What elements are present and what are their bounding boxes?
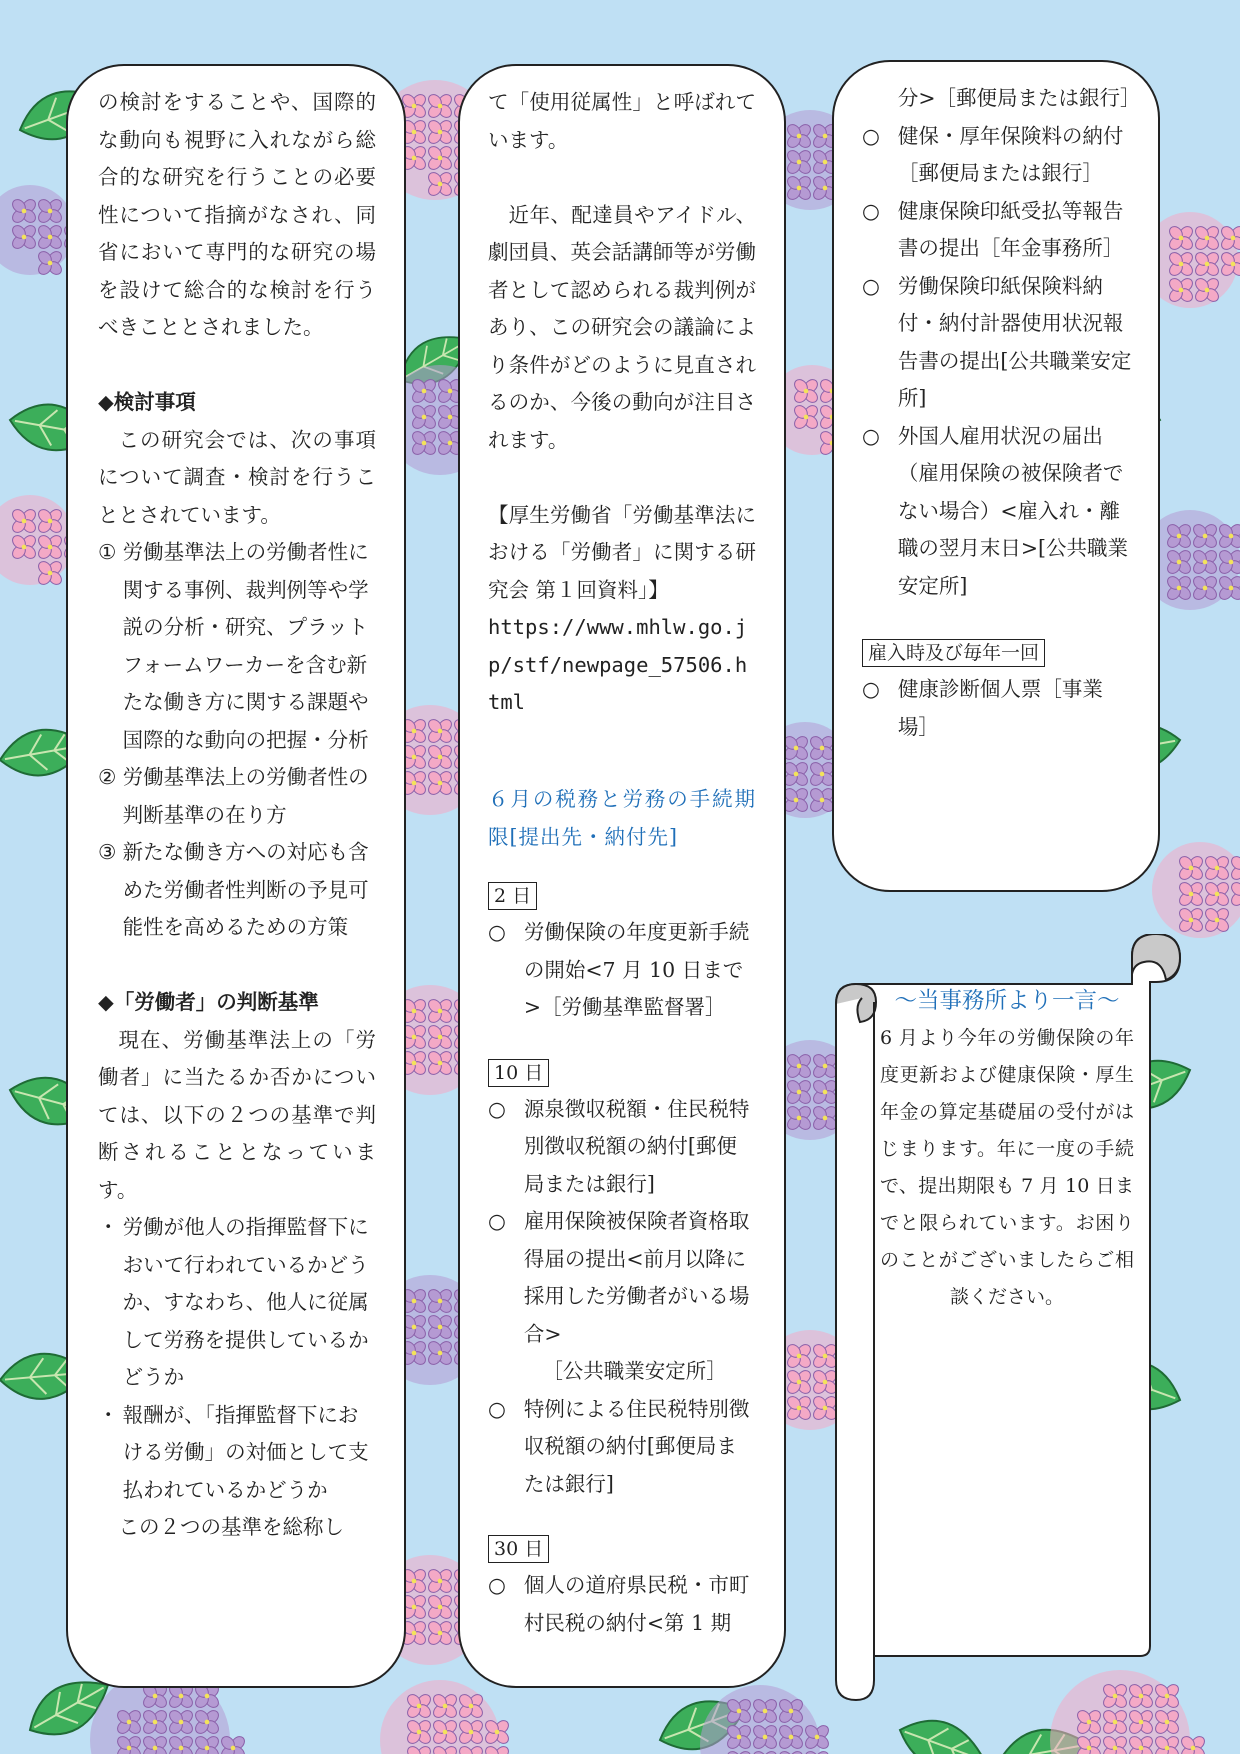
office-message-scroll [832, 934, 1184, 1702]
continued-text: て「使用従属性」と呼ばれています。 [488, 90, 756, 152]
hydrangea-cluster [0, 185, 75, 275]
topic-item: ③ 新たな働き方への対応も含めた労働者性判断の予見可能性を高めるための方策 [98, 840, 369, 939]
article-column-2 [458, 64, 786, 1688]
deadline-item: ○ 労働保険の年度更新手続の開始<7 月 10 日まで>［労働基準監督署］ [488, 920, 750, 1019]
criteria-tail: この２つの基準を総称し [118, 1515, 344, 1539]
intro-paragraph: の検討をすることや、国際的な動向も視野に入れながら総合的な研究を行うことの必要性について指摘がなされ、同省において専門的な研究の場を設けて総合的な検討を行うべきこととされました。 [98, 90, 376, 339]
deadline-item: ○ 健康診断個人票［事業場］ [862, 677, 1103, 739]
deadlines-title: ６月の税務と労務の手続期限[提出先・納付先] [488, 787, 756, 849]
deadline-item: ○ 雇用保険被保険者資格取得届の提出<前月以降に採用した労働者がいる場合> ［公共職業安定所］ [488, 1209, 750, 1383]
floret-shape [219, 1734, 247, 1754]
criteria-lead: 現在、労働基準法上の「労働者」に当たるか否かについては、以下の２つの基準で判断されることとなっています。 [98, 1027, 376, 1202]
deadline-item: ○ 外国人雇用状況の届出（雇用保険の被保険者でない場合）<雇入れ・離職の翌月末日>[公共職業安定所] [862, 423, 1129, 598]
deadline-item: ○ 健康保険印紙受払等報告書の提出［年金事務所］ [862, 198, 1124, 260]
continued-text: 分>［郵便局または銀行］ [897, 86, 1141, 110]
date-label-10: 10 日 [488, 1059, 549, 1087]
scroll-content [880, 984, 1134, 1316]
leaf-shape [892, 1709, 992, 1754]
deadline-item: ○ 健保・厚年保険料の納付［郵便局または銀行］ [862, 123, 1124, 185]
criteria-bullet: ・ 労働が他人の指揮監督下において行われているかどうか、すなわち、他人に従属して労務を提供しているかどうか [98, 1215, 369, 1389]
criteria-bullet: ・ 報酬が、「指揮監督下における労働」の対価として支払われているかどうか [98, 1402, 369, 1502]
source-citation: 【厚生労働省「労働基準法における「労働者」に関する研究会 第１回資料」】 [488, 502, 756, 602]
topic-item: ② 労働基準法上の労働者性の判断基準の在り方 [98, 765, 369, 827]
date-label-annual: 雇入時及び毎年一回 [862, 639, 1045, 667]
trend-paragraph: 近年、配達員やアイドル、劇団員、英会話講師等が労働者として認められる裁判例があり、この研究会の議論により条件がどのように見直されるのか、今後の動向が注目されます。 [488, 202, 756, 452]
section-heading-criteria: ◆「労働者」の判断基準 [98, 990, 319, 1014]
topic-item: ① 労働基準法上の労働者性に関する事例、裁判例等や学説の分析・研究、プラットフォームワーカーを含む新たな働き方に関する課題や国際的な動向の把握・分析 [98, 540, 369, 752]
date-label-30: 30 日 [488, 1535, 549, 1563]
deadline-item: ○ 特例による住民税特別徴収税額の納付[郵便局または銀行] [488, 1396, 750, 1496]
section-heading-topics: ◆検討事項 [98, 390, 196, 414]
scroll-title: ～当事務所より一言～ [894, 988, 1120, 1014]
topics-lead: この研究会では、次の事項について調査・検討を行うこととされています。 [98, 427, 376, 527]
deadline-item: ○ 労働保険印紙保険料納付・納付計器使用状況報告書の提出[公共職業安定所] [862, 273, 1132, 410]
date-label-2: 2 日 [488, 882, 537, 910]
article-column-3 [832, 60, 1160, 892]
scroll-body: 6 月より今年の労働保険の年度更新および健康保険・厚生年金の算定基礎届の受付がはじまります。年に一度の手続で、提出期限も 7 月 10 日までと限られています。お困りのことがございましたらご相談ください。 [880, 1027, 1134, 1308]
deadline-item: ○ 源泉徴収税額・住民税特別徴収税額の納付[郵便局または銀行] [488, 1096, 750, 1196]
deadline-item: ○ 個人の道府県民税・市町村民税の納付<第 1 期 [488, 1573, 750, 1635]
hydrangea-cluster [0, 495, 75, 585]
source-url: https://www.mhlw.go.jp/stf/newpage_57506.html [488, 615, 748, 714]
article-column-1 [66, 64, 406, 1688]
floret-shape [1179, 1734, 1207, 1754]
